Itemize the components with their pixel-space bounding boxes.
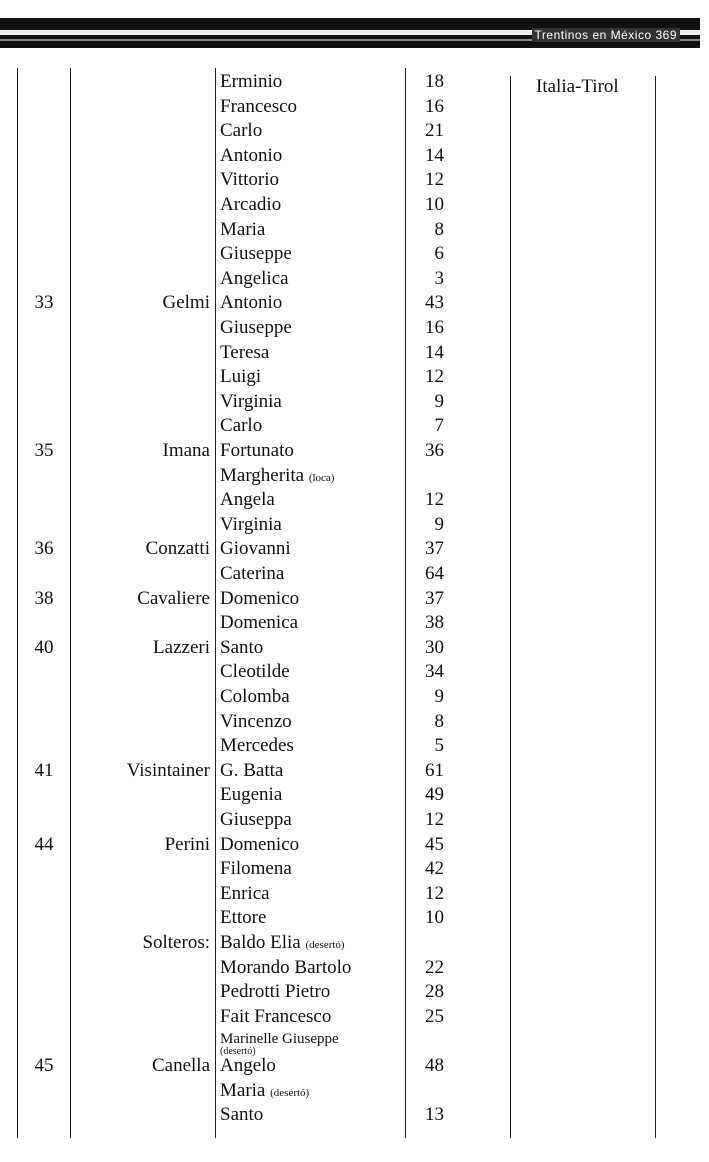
given-name: Santo <box>220 1104 264 1126</box>
age: 8 <box>434 710 444 732</box>
age: 28 <box>425 981 444 1003</box>
given-name-cell <box>220 144 282 169</box>
surname: Imana <box>162 440 210 461</box>
given-name-cell <box>220 439 294 464</box>
age: 30 <box>425 636 444 658</box>
table-row <box>0 242 709 267</box>
age: 13 <box>425 1104 444 1126</box>
table-row <box>0 193 709 218</box>
given-name-cell <box>220 218 265 243</box>
given-name-cell <box>220 193 281 218</box>
record-number: 45 <box>34 1055 54 1076</box>
given-name: Cleotilde <box>220 661 290 683</box>
table-row <box>0 734 709 759</box>
given-name: Vittorio <box>220 169 280 191</box>
given-name-cell <box>220 1079 309 1106</box>
surname: Canella <box>151 1055 210 1076</box>
age: 14 <box>425 144 444 166</box>
age: 48 <box>425 1055 444 1076</box>
given-name-cell <box>220 857 292 882</box>
age: 61 <box>425 759 444 781</box>
table-row <box>0 759 709 784</box>
given-name-cell <box>220 833 299 858</box>
table-row <box>0 882 709 907</box>
table-row <box>0 144 709 169</box>
table-row <box>0 70 709 95</box>
given-name-cell <box>220 341 269 366</box>
record-number: 41 <box>34 759 54 781</box>
given-name: Santo <box>220 636 264 658</box>
given-name-cell <box>220 882 270 907</box>
age: 12 <box>425 366 444 388</box>
table-row <box>0 906 709 931</box>
given-name-cell <box>220 931 345 958</box>
surname: Solteros: <box>142 932 210 953</box>
table-row <box>0 119 709 144</box>
surname: Gelmi <box>162 292 210 314</box>
surname: Perini <box>164 833 210 855</box>
age: 12 <box>425 169 444 191</box>
age: 14 <box>425 341 444 363</box>
age: 16 <box>425 95 444 117</box>
age: 38 <box>425 612 444 634</box>
given-name-cell <box>220 783 282 808</box>
given-name-cell <box>220 291 282 316</box>
age: 10 <box>425 907 444 929</box>
table-row <box>0 291 709 316</box>
table-row <box>0 611 709 636</box>
given-name: Erminio <box>220 71 283 92</box>
given-name: Antonio <box>220 292 283 314</box>
given-name-cell <box>220 242 292 267</box>
table-row <box>0 833 709 858</box>
given-name-cell <box>220 611 298 636</box>
surname: Lazzeri <box>153 636 210 658</box>
age: 37 <box>425 538 444 560</box>
given-name: Arcadio <box>220 194 282 215</box>
name-note: (desertó) <box>305 939 345 951</box>
table-row <box>0 1054 709 1079</box>
age: 5 <box>434 735 444 757</box>
surname: Cavaliere <box>137 587 210 609</box>
age: 9 <box>434 513 444 535</box>
name-note: (loca) <box>308 471 335 484</box>
age: 49 <box>425 784 444 806</box>
table-row <box>0 488 709 513</box>
given-name-cell <box>220 587 299 612</box>
given-name: Domenico <box>220 833 300 855</box>
given-name: Angelica <box>220 267 289 289</box>
given-name-cell <box>220 808 292 833</box>
given-name: Francesco <box>220 95 298 117</box>
given-name-cell <box>220 685 290 710</box>
table-row <box>0 464 709 489</box>
given-name-cell <box>220 119 262 144</box>
age: 43 <box>425 292 444 314</box>
given-name-cell <box>220 267 289 292</box>
table-row <box>0 587 709 612</box>
table-row <box>0 341 709 366</box>
given-name: Maria <box>220 218 266 240</box>
header-bar <box>0 18 700 48</box>
given-name-cell <box>220 390 282 415</box>
age: 22 <box>425 956 444 978</box>
record-number: 36 <box>34 538 54 560</box>
table-row <box>0 537 709 562</box>
given-name: Pedrotti Pietro <box>220 981 331 1003</box>
surname: Conzatti <box>145 538 210 560</box>
table-row <box>0 218 709 243</box>
given-name-cell <box>220 759 283 784</box>
given-name-cell <box>220 95 297 120</box>
age: 64 <box>425 563 444 584</box>
given-name: Angela <box>220 489 275 511</box>
given-name: Giuseppe <box>220 243 292 265</box>
table-row <box>0 1029 709 1058</box>
given-name: Margherita <box>220 464 305 486</box>
given-name: Giovanni <box>220 538 291 560</box>
given-name: Enrica <box>220 882 270 904</box>
given-name: Colomba <box>220 686 290 707</box>
given-name: Giuseppa <box>220 809 292 830</box>
age: 7 <box>434 415 444 437</box>
given-name: Morando Bartolo <box>220 956 352 978</box>
given-name-cell <box>220 710 292 735</box>
name-note: (desertó) <box>270 1086 310 1099</box>
record-number: 33 <box>34 292 54 314</box>
age: 12 <box>425 809 444 830</box>
table-row <box>0 390 709 415</box>
given-name: Marinelle Giuseppe <box>220 1031 339 1048</box>
given-name-cell <box>220 513 282 538</box>
given-name: Baldo Elia <box>220 932 301 953</box>
table-row <box>0 710 709 735</box>
table-row <box>0 1005 709 1030</box>
table-row <box>0 168 709 193</box>
age: 6 <box>434 243 444 265</box>
table-row <box>0 316 709 341</box>
surname: Visintainer <box>126 759 210 781</box>
age: 10 <box>425 194 444 215</box>
given-name-cell <box>220 414 262 439</box>
given-name-cell <box>220 660 290 685</box>
given-name-cell <box>220 956 351 981</box>
given-name: Mercedes <box>220 735 294 757</box>
given-name-cell <box>220 636 263 661</box>
given-name-cell <box>220 70 282 95</box>
given-name-cell <box>220 537 291 562</box>
table-row <box>0 808 709 833</box>
given-name-cell <box>220 980 330 1005</box>
given-name: Carlo <box>220 415 263 437</box>
age: 12 <box>425 489 444 511</box>
record-number: 35 <box>34 440 54 461</box>
given-name: Eugenia <box>220 784 283 806</box>
given-name-cell <box>220 488 275 513</box>
record-number: 38 <box>34 587 54 609</box>
record-number: 40 <box>34 636 54 658</box>
table-row <box>0 439 709 464</box>
name-note: (desertó) <box>220 1046 256 1058</box>
table-row <box>0 980 709 1005</box>
age: 3 <box>434 267 444 289</box>
age: 12 <box>425 882 444 904</box>
given-name: Caterina <box>220 563 285 584</box>
age: 25 <box>425 1005 444 1027</box>
given-name: Maria <box>220 1079 266 1101</box>
table-row <box>0 956 709 981</box>
region-label: Italia-Tirol <box>536 76 619 97</box>
given-name: Fortunato <box>220 440 294 461</box>
table-row <box>0 660 709 685</box>
table-row <box>0 513 709 538</box>
age: 18 <box>425 71 444 92</box>
given-name: Ettore <box>220 907 267 929</box>
given-name: Domenico <box>220 587 300 609</box>
age: 45 <box>425 833 444 855</box>
given-name-cell <box>220 365 261 390</box>
age: 34 <box>425 661 444 683</box>
table-row <box>0 685 709 710</box>
table-row <box>0 636 709 661</box>
given-name: Teresa <box>220 341 270 363</box>
table-row <box>0 267 709 292</box>
given-name-cell <box>220 734 294 759</box>
given-name-cell <box>220 562 284 587</box>
age: 42 <box>425 858 444 880</box>
record-number: 44 <box>34 833 54 855</box>
age: 37 <box>425 587 444 609</box>
running-head: Trentinos en México 369 <box>532 28 680 42</box>
table-row <box>0 562 709 587</box>
given-name: Virginia <box>220 390 282 412</box>
given-name-cell <box>220 316 292 341</box>
table-row <box>0 365 709 390</box>
age: 8 <box>434 218 444 240</box>
table-row <box>0 1103 709 1128</box>
table-row <box>0 414 709 439</box>
given-name-cell <box>220 464 334 491</box>
given-name: Carlo <box>220 120 263 142</box>
age: 9 <box>434 390 444 412</box>
age: 9 <box>434 686 444 707</box>
given-name: G. Batta <box>220 759 284 781</box>
given-name: Vincenzo <box>220 710 292 732</box>
given-name: Fait Francesco <box>220 1005 332 1027</box>
given-name: Filomena <box>220 858 292 880</box>
age: 16 <box>425 317 444 338</box>
given-name: Virginia <box>220 513 282 535</box>
given-name-cell <box>220 906 266 931</box>
table-row <box>0 1079 709 1104</box>
given-name: Angelo <box>220 1055 276 1076</box>
given-name: Luigi <box>220 366 262 388</box>
table-row <box>0 95 709 120</box>
given-name-cell <box>220 168 279 193</box>
given-name-cell <box>220 1103 263 1128</box>
given-name-cell <box>220 1054 276 1079</box>
given-name-cell <box>220 1005 331 1030</box>
given-name: Domenica <box>220 612 299 634</box>
given-name: Antonio <box>220 144 283 166</box>
table-row <box>0 857 709 882</box>
table-row <box>0 783 709 808</box>
table-row <box>0 931 709 956</box>
age: 36 <box>425 440 444 461</box>
age: 21 <box>425 120 444 142</box>
given-name: Giuseppe <box>220 317 292 338</box>
